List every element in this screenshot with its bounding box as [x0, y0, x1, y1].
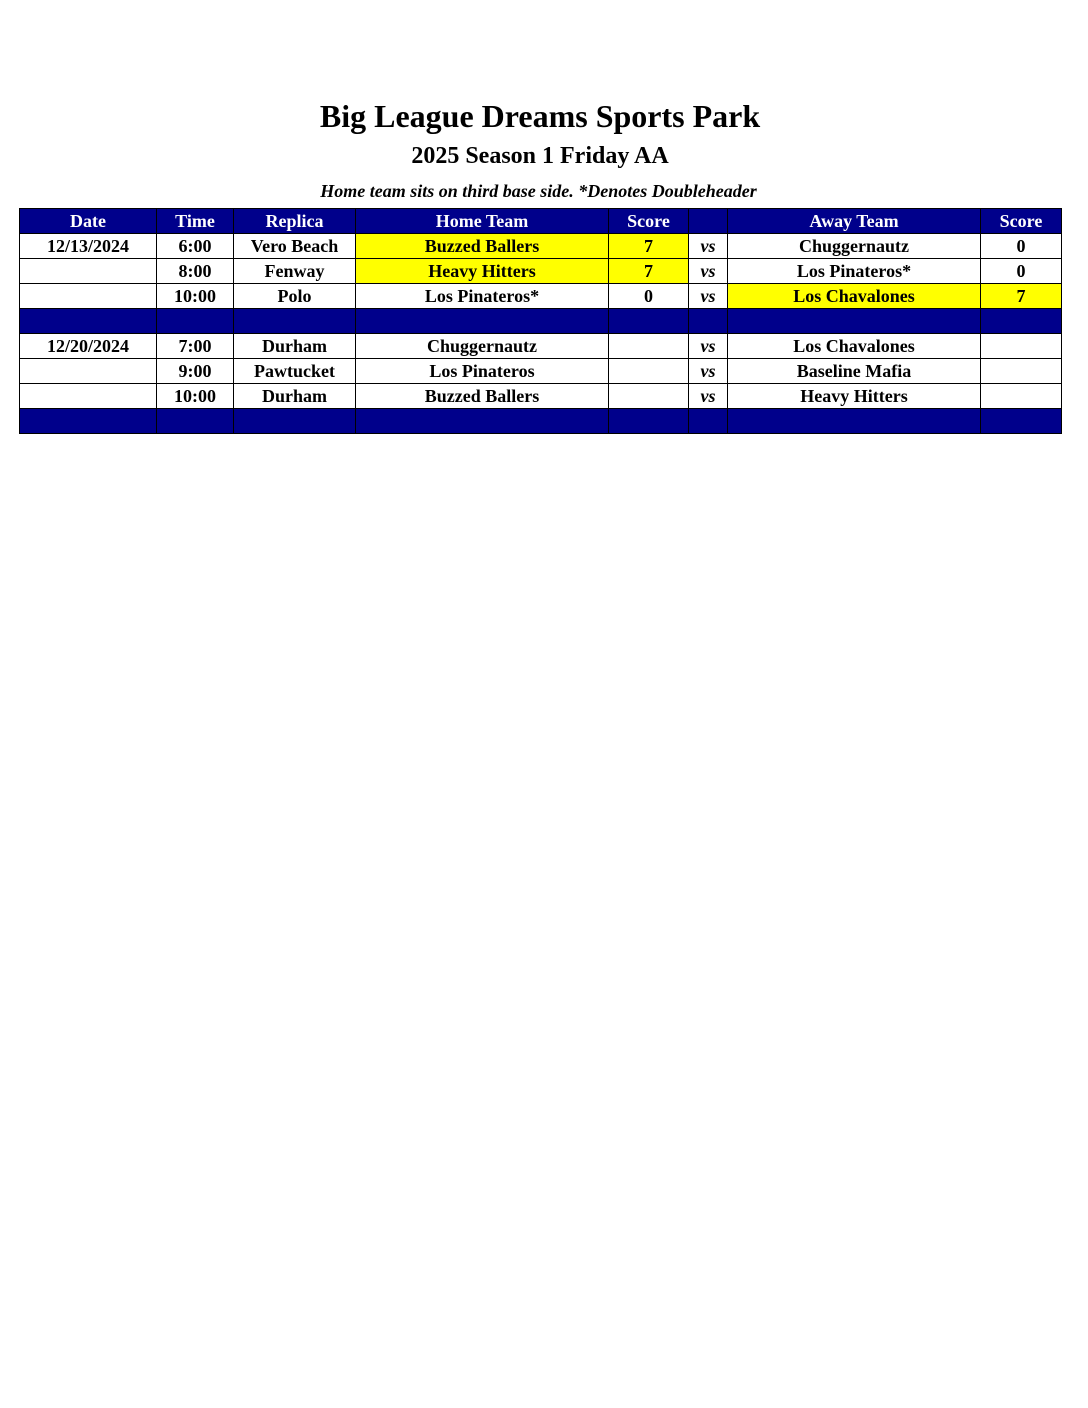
home-team-cell: Los Pinateros*	[356, 284, 609, 309]
home-team-cell: Chuggernautz	[356, 334, 609, 359]
date-cell: 12/13/2024	[20, 234, 157, 259]
spacer-cell	[609, 309, 689, 334]
time-cell: 8:00	[157, 259, 234, 284]
vs-cell: vs	[689, 359, 728, 384]
page-subtitle: 2025 Season 1 Friday AA	[411, 143, 669, 169]
spacer-cell	[689, 309, 728, 334]
home-score-cell	[609, 384, 689, 409]
date-cell	[20, 384, 157, 409]
replica-cell: Polo	[234, 284, 356, 309]
home-score-cell: 7	[609, 234, 689, 259]
spacer-cell	[356, 309, 609, 334]
spacer-row	[20, 309, 1062, 334]
col-header-date: Date	[20, 209, 157, 234]
away-score-cell: 0	[981, 234, 1062, 259]
vs-cell: vs	[689, 234, 728, 259]
away-score-cell	[981, 359, 1062, 384]
home-team-cell: Heavy Hitters	[356, 259, 609, 284]
col-header-replica: Replica	[234, 209, 356, 234]
spacer-cell	[234, 309, 356, 334]
spacer-cell	[157, 409, 234, 434]
home-score-cell: 7	[609, 259, 689, 284]
schedule-body	[20, 234, 1062, 434]
schedule-table	[19, 208, 1062, 434]
spacer-cell	[728, 409, 981, 434]
spacer-cell	[356, 409, 609, 434]
replica-cell: Durham	[234, 384, 356, 409]
time-cell: 9:00	[157, 359, 234, 384]
spacer-row	[20, 409, 1062, 434]
home-team-cell: Buzzed Ballers	[356, 234, 609, 259]
time-cell: 7:00	[157, 334, 234, 359]
table-row	[20, 334, 1062, 359]
time-cell: 10:00	[157, 384, 234, 409]
col-header-time: Time	[157, 209, 234, 234]
date-cell: 12/20/2024	[20, 334, 157, 359]
vs-cell: vs	[689, 259, 728, 284]
table-row	[20, 359, 1062, 384]
vs-cell: vs	[689, 384, 728, 409]
spacer-cell	[689, 409, 728, 434]
home-score-cell	[609, 334, 689, 359]
time-cell: 6:00	[157, 234, 234, 259]
table-row	[20, 284, 1062, 309]
col-header-vs	[689, 209, 728, 234]
replica-cell: Durham	[234, 334, 356, 359]
home-team-cell: Buzzed Ballers	[356, 384, 609, 409]
table-row	[20, 384, 1062, 409]
time-cell: 10:00	[157, 284, 234, 309]
date-cell	[20, 359, 157, 384]
table-row	[20, 259, 1062, 284]
away-score-cell	[981, 384, 1062, 409]
away-team-cell: Los Chavalones	[728, 284, 981, 309]
spacer-cell	[609, 409, 689, 434]
away-team-cell: Los Chavalones	[728, 334, 981, 359]
away-team-cell: Baseline Mafia	[728, 359, 981, 384]
col-header-away-score: Score	[981, 209, 1062, 234]
col-header-away-team: Away Team	[728, 209, 981, 234]
vs-cell: vs	[689, 334, 728, 359]
col-header-home-team: Home Team	[356, 209, 609, 234]
page-title: Big League Dreams Sports Park	[319, 98, 761, 134]
spacer-cell	[981, 409, 1062, 434]
home-score-cell: 0	[609, 284, 689, 309]
away-score-cell: 7	[981, 284, 1062, 309]
spacer-cell	[981, 309, 1062, 334]
date-cell	[20, 284, 157, 309]
home-team-cell: Los Pinateros	[356, 359, 609, 384]
schedule-note: Home team sits on third base side. *Denotes Doubleheader	[320, 181, 757, 201]
date-cell	[20, 259, 157, 284]
col-header-home-score: Score	[609, 209, 689, 234]
replica-cell: Fenway	[234, 259, 356, 284]
table-row	[20, 234, 1062, 259]
spacer-cell	[234, 409, 356, 434]
home-score-cell	[609, 359, 689, 384]
spacer-cell	[20, 309, 157, 334]
replica-cell: Pawtucket	[234, 359, 356, 384]
spacer-cell	[20, 409, 157, 434]
spacer-cell	[157, 309, 234, 334]
vs-cell: vs	[689, 284, 728, 309]
away-score-cell	[981, 334, 1062, 359]
away-team-cell: Heavy Hitters	[728, 384, 981, 409]
away-score-cell: 0	[981, 259, 1062, 284]
away-team-cell: Chuggernautz	[728, 234, 981, 259]
away-team-cell: Los Pinateros*	[728, 259, 981, 284]
replica-cell: Vero Beach	[234, 234, 356, 259]
spacer-cell	[728, 309, 981, 334]
table-header-row	[20, 209, 1062, 234]
